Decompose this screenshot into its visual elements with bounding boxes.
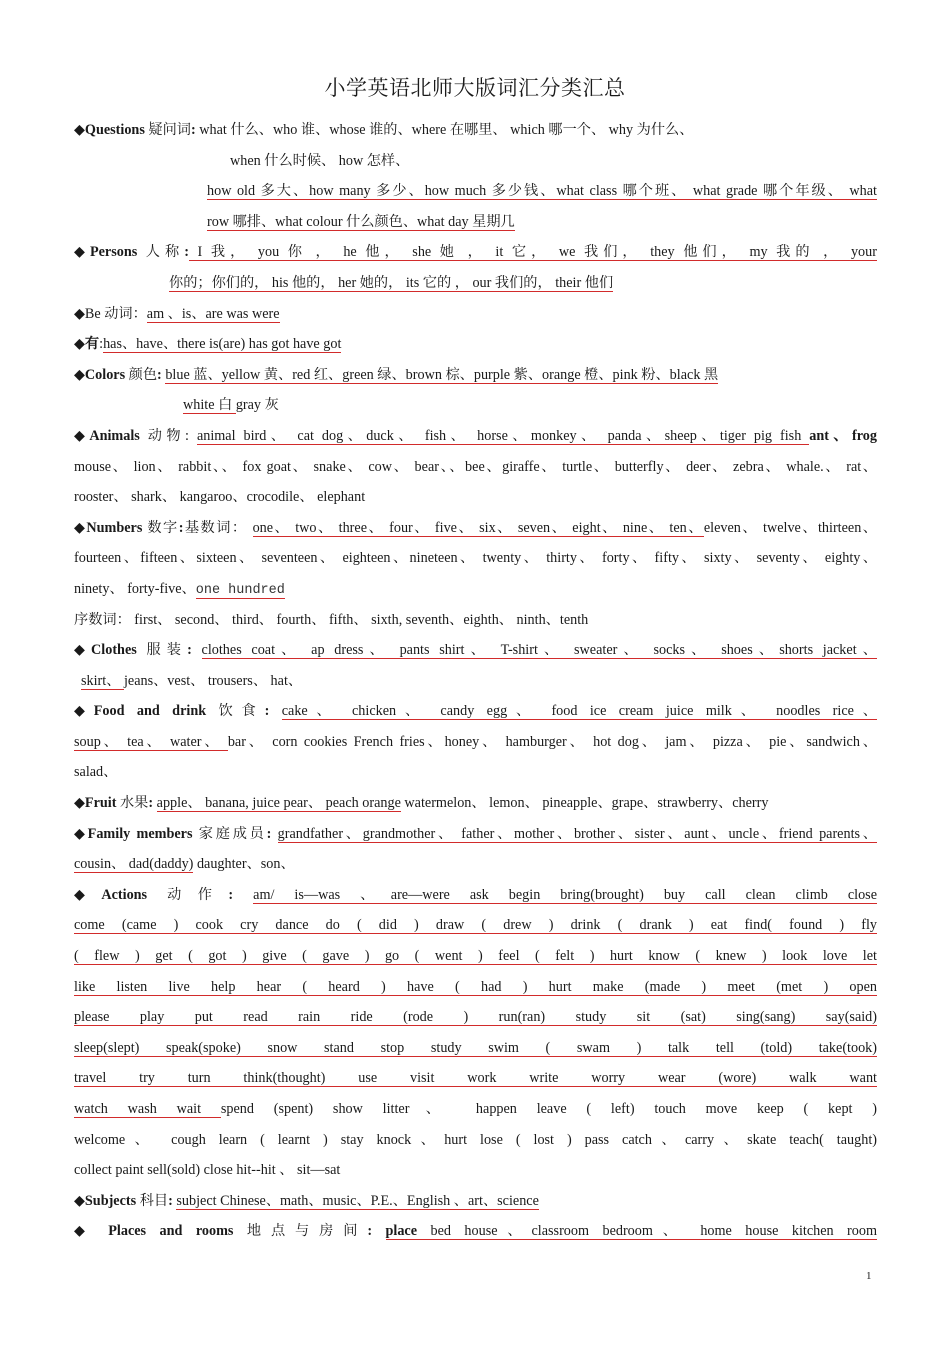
text-segment: : bbox=[367, 1223, 373, 1240]
text-segment bbox=[192, 642, 202, 658]
text-segment: 基数词： bbox=[183, 519, 253, 536]
text-segment: watch wash wait bbox=[74, 1101, 221, 1117]
text-line bbox=[74, 115, 877, 146]
text-segment: ◆Family members bbox=[74, 825, 193, 842]
text-line bbox=[74, 574, 877, 605]
text-segment: ◆ bbox=[74, 305, 85, 322]
text-segment: : bbox=[99, 336, 104, 353]
text-line bbox=[74, 666, 877, 697]
text-line bbox=[74, 1186, 877, 1217]
text-segment: 饮食 bbox=[206, 703, 265, 720]
text-segment: : bbox=[178, 519, 184, 536]
text-line bbox=[74, 757, 877, 788]
text-segment: 序数词： first、 second、 third、 fourth、 fifth、 sixth, seventh、eighth、 ninth、tenth bbox=[74, 611, 589, 628]
text-segment: 服装 bbox=[136, 642, 188, 659]
text-segment: welcome、 cough learn ( learnt ) stay knock、hurt lose ( lost ) pass catch、carry、skate teach( taught) bbox=[74, 1131, 877, 1148]
text-segment: ant、frog bbox=[809, 427, 877, 444]
text-segment: bed house、classroom bedroom、 home house kitchen room bbox=[417, 1223, 877, 1240]
page-title: 小学英语北师大版词汇分类汇总 bbox=[324, 76, 626, 100]
text-segment: row 哪排、what colour 什么颜色、what day 星期几 bbox=[207, 213, 515, 230]
text-line bbox=[74, 727, 877, 758]
text-segment: place bbox=[385, 1223, 418, 1240]
text-line bbox=[74, 543, 877, 574]
text-segment: skirt、 bbox=[81, 672, 124, 689]
text-line bbox=[74, 972, 877, 1003]
text-segment bbox=[372, 1223, 385, 1239]
text-line bbox=[74, 329, 877, 360]
text-segment: come (came ) cook cry dance do ( did ) draw ( drew ) drink ( drank ) eat find( found ) fly bbox=[74, 917, 877, 934]
text-segment: 家庭成员 bbox=[192, 825, 267, 842]
text-line bbox=[74, 1063, 877, 1094]
text-line bbox=[74, 513, 877, 544]
text-segment: sleep(slept) speak(spoke) snow stand stop study swim ( swam ) talk tell (told) take(took) bbox=[74, 1039, 877, 1056]
text-segment: gray 灰 bbox=[235, 397, 279, 414]
text-segment: 地点与房间 bbox=[233, 1223, 368, 1240]
text-segment: ◆Animals bbox=[74, 427, 140, 444]
text-segment: cake、 chicken、 candy egg、 food ice cream juice milk、 noodles rice、 bbox=[281, 703, 877, 720]
text-line bbox=[74, 176, 877, 207]
text-segment: am 、is、are was were bbox=[146, 305, 280, 322]
text-segment: : bbox=[184, 244, 189, 261]
text-segment: collect paint sell(sold) close hit--hit 、 sit—sat bbox=[74, 1162, 341, 1179]
text-line bbox=[74, 268, 877, 299]
text-line bbox=[74, 360, 877, 391]
text-segment: subject Chinese、math、music、P.E.、English 、art、science bbox=[176, 1192, 539, 1209]
text-segment: : bbox=[266, 825, 272, 842]
text-segment: : bbox=[264, 703, 270, 720]
text-line bbox=[74, 207, 877, 238]
text-segment: 水果 bbox=[116, 795, 149, 812]
text-segment: ◆Fruit bbox=[74, 795, 117, 812]
text-line bbox=[74, 635, 877, 666]
text-segment: mouse、 lion、 rabbit、、 fox goat、 snake、 cow、 bear、、bee、giraffe、 turtle、 butterfly、 deer、 zebra、 whale.、 rat、 bbox=[74, 458, 877, 475]
text-segment: spend (spent) show litter、 happen leave ( left) touch move keep ( kept ) bbox=[220, 1101, 877, 1117]
text-segment: how old 多大、how many 多少、how much 多少钱、what class 哪个班、 what grade 哪个年级、 what bbox=[207, 183, 877, 200]
text-segment: clothes coat、 ap dress、 pants shirt、 T-shirt、 sweater、 socks、 shoes、shorts jacket、 bbox=[201, 642, 877, 659]
text-segment: when 什么时候、 how 怎样、 bbox=[230, 152, 410, 169]
text-segment: apple、 banana, juice pear、 peach orange bbox=[156, 795, 401, 812]
text-segment: 数字 bbox=[142, 519, 179, 536]
text-segment: ninety、 forty-five、 bbox=[74, 580, 196, 597]
text-segment: 颜色 bbox=[125, 366, 158, 383]
text-segment: animal bird、 cat dog、duck、 fish、 horse、monkey、 panda、sheep、tiger pig fish bbox=[196, 427, 810, 444]
text-line bbox=[74, 1002, 877, 1033]
text-line bbox=[74, 237, 877, 268]
text-segment: one hundred bbox=[195, 582, 285, 598]
text-segment: 科目 bbox=[136, 1192, 169, 1209]
text-segment: : bbox=[190, 122, 196, 138]
text-segment: travel try turn think(thought) use visit work write worry wear (wore) walk want bbox=[74, 1070, 877, 1087]
text-segment: ◆Subjects bbox=[74, 1192, 137, 1209]
text-segment: has、have、there is(are) has got have got bbox=[103, 336, 342, 353]
text-segment: what 什么、who 谁、whose 谁的、where 在哪里、 which 哪一个、 why 为什么、 bbox=[195, 122, 694, 138]
text-segment bbox=[269, 703, 281, 719]
text-segment: grandfather、grandmother、 father、mother、brother、sister、aunt、uncle、friend parents、 bbox=[277, 825, 877, 842]
text-segment: daughter、son、 bbox=[193, 856, 295, 873]
text-line bbox=[74, 941, 877, 972]
text-segment: one、 two、 three、 four、 five、 six、 seven、 eight、 nine、 ten、 bbox=[252, 519, 704, 536]
text-segment: Be 动词： bbox=[84, 305, 147, 322]
text-segment bbox=[233, 887, 253, 903]
text-segment: ◆Numbers bbox=[74, 519, 143, 536]
text-segment: ◆Food and drink bbox=[74, 703, 207, 720]
text-line bbox=[74, 482, 877, 513]
text-segment: : bbox=[157, 366, 162, 383]
text-segment: I 我， you 你 ， he 他， she 她 ， it 它， we 我们， they 他们， my 我的 ， your bbox=[188, 244, 877, 261]
text-line bbox=[74, 880, 877, 911]
text-segment: ◆ bbox=[74, 122, 85, 138]
text-line bbox=[74, 605, 877, 636]
text-line bbox=[74, 696, 877, 727]
text-segment: Questions bbox=[84, 122, 145, 138]
text-segment: please play put read rain ride (rode ) run(ran) study sit (sat) sing(sang) say(said) bbox=[74, 1009, 877, 1026]
text-segment: 人称 bbox=[137, 244, 185, 261]
text-segment: 动物: bbox=[139, 427, 197, 444]
text-segment: 动作 bbox=[147, 886, 229, 903]
text-line bbox=[74, 299, 877, 330]
text-segment: ( flew ) get ( got ) give ( gave ) go ( went ) feel ( felt ) hurt know ( knew ) look love let bbox=[74, 948, 877, 965]
text-segment: watermelon、 lemon、 pineapple、grape、strawberry、cherry bbox=[400, 795, 769, 812]
text-segment: : bbox=[148, 795, 154, 812]
text-segment: ◆ Places and rooms bbox=[74, 1223, 234, 1240]
text-segment: : bbox=[228, 886, 234, 903]
text-segment: blue 蓝、yellow 黄、red 红、green 绿、brown 棕、purple 紫、orange 橙、pink 粉、black 黑 bbox=[165, 366, 719, 383]
text-segment: 你的；你们的， his 他的， her 她的， its 它的 ， our 我们的， their 他们 bbox=[169, 274, 614, 291]
text-line bbox=[74, 1033, 877, 1064]
text-line bbox=[74, 146, 877, 177]
text-segment: eleven、 twelve、thirteen、 bbox=[703, 519, 877, 536]
text-line bbox=[74, 452, 877, 483]
text-segment: ◆Colors bbox=[74, 366, 126, 383]
text-line bbox=[74, 788, 877, 819]
text-segment: : bbox=[187, 642, 192, 659]
text-line bbox=[74, 849, 877, 880]
text-segment: am/ is—was 、are—were ask begin bring(brought) buy call clean climb close bbox=[253, 886, 877, 903]
text-segment: bar、 corn cookies French fries、honey、 hamburger、 hot dog、 jam、 pizza、 pie、sandwich、 bbox=[227, 733, 877, 750]
text-line bbox=[74, 1155, 877, 1186]
text-segment: : bbox=[168, 1192, 173, 1209]
text-segment: rooster、 shark、 kangaroo、crocodile、 elephant bbox=[74, 489, 366, 506]
text-segment: ◆Clothes bbox=[74, 642, 137, 659]
text-line bbox=[74, 421, 877, 452]
text-segment: like listen live help hear ( heard ) have ( had ) hurt make (made ) meet (met ) open bbox=[74, 978, 877, 995]
text-segment: white 白 bbox=[183, 397, 236, 414]
page-number: 1 bbox=[866, 1270, 872, 1282]
text-line bbox=[74, 390, 877, 421]
text-segment bbox=[271, 826, 277, 842]
text-segment: soup、 tea、 water、 bbox=[74, 733, 228, 750]
text-line bbox=[74, 910, 877, 941]
text-segment: jeans、vest、 trousers、 hat、 bbox=[123, 672, 303, 689]
text-line bbox=[74, 819, 877, 850]
text-segment: fourteen、fifteen、sixteen、 seventeen、 eighteen、nineteen、 twenty、 thirty、 forty、 fifty、 sixty、 seventy、 eighty、 bbox=[74, 550, 877, 567]
text-segment: ◆Persons bbox=[74, 244, 138, 261]
text-line bbox=[74, 1216, 877, 1247]
text-segment: 疑问词 bbox=[144, 122, 191, 138]
text-segment: cousin、 dad(daddy) bbox=[74, 856, 194, 873]
text-line bbox=[74, 1125, 877, 1156]
text-line bbox=[74, 1094, 877, 1125]
text-segment: ◆有 bbox=[74, 336, 100, 353]
text-segment: ◆Actions bbox=[74, 886, 148, 903]
text-segment: salad、 bbox=[74, 764, 118, 781]
vocabulary-content bbox=[74, 115, 877, 1247]
